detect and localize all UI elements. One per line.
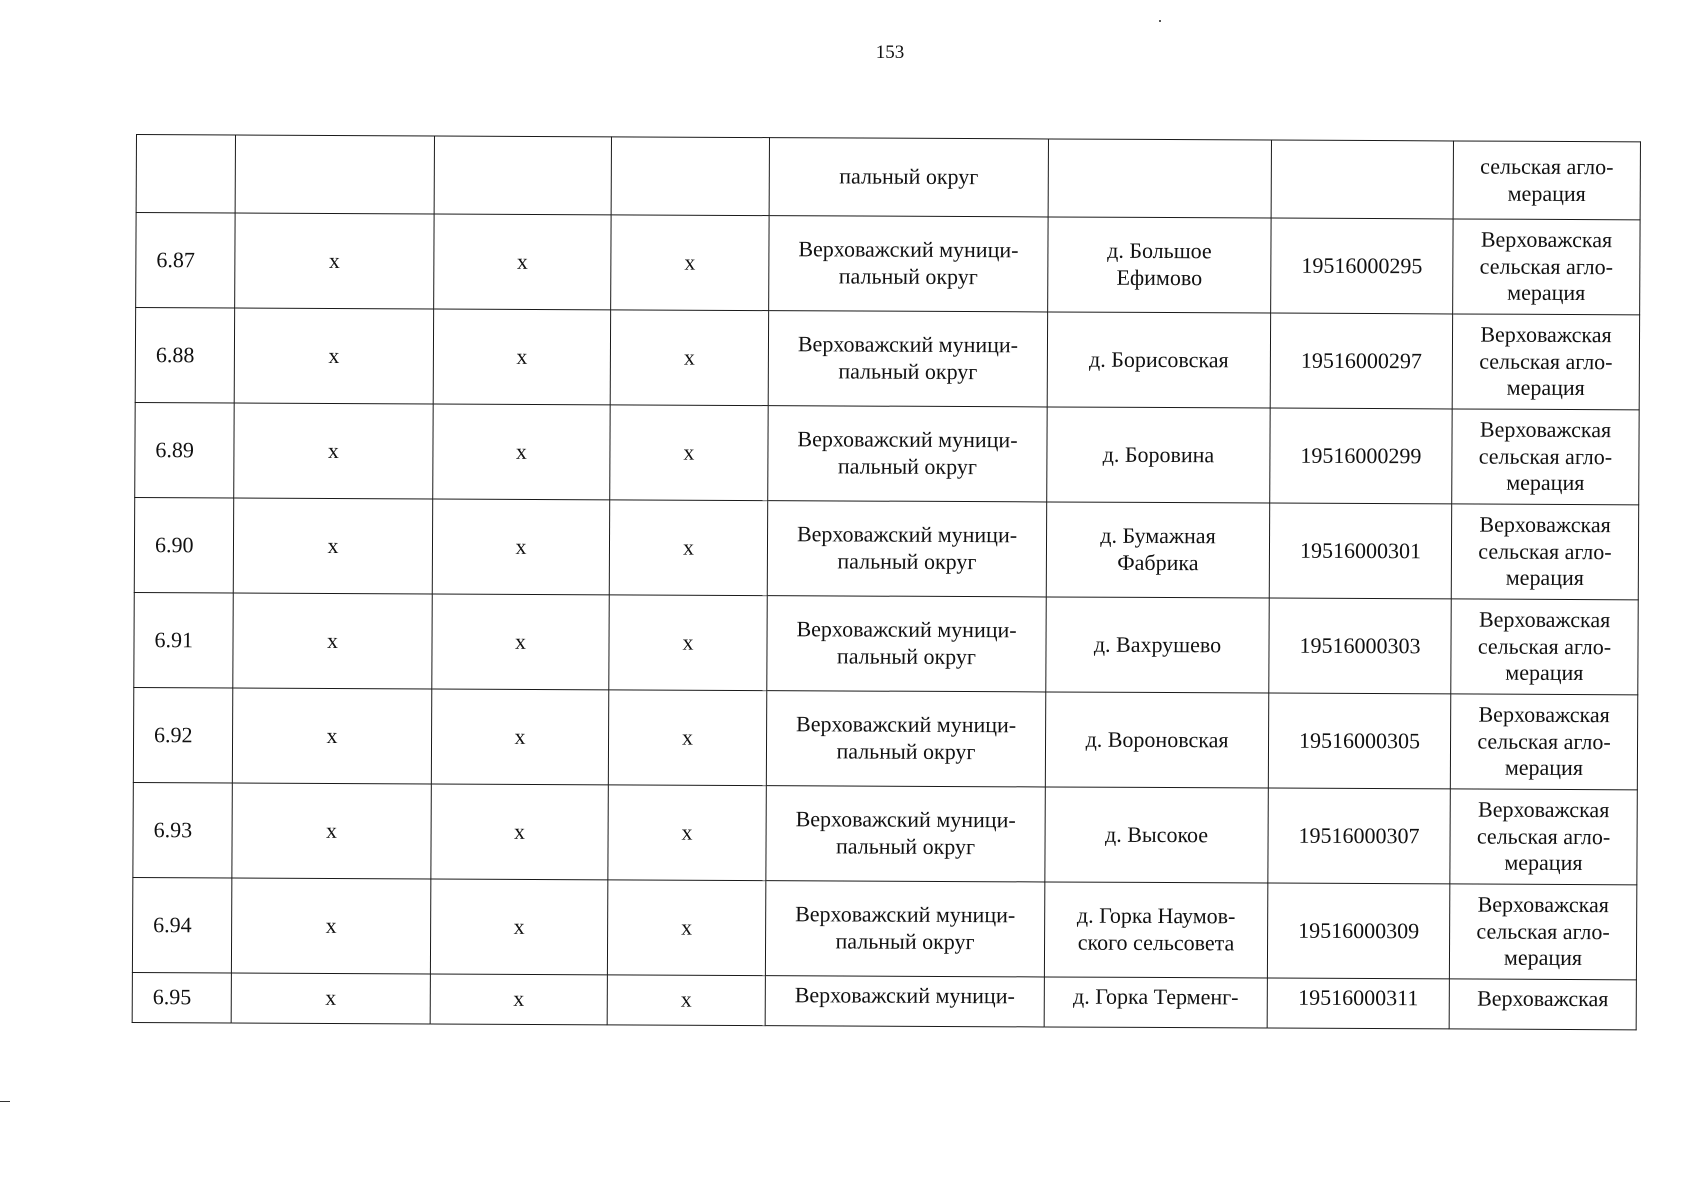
table-body [132, 135, 1640, 1030]
table-row [133, 782, 1637, 884]
mark-cell: x [431, 784, 608, 880]
mark-cell: x [233, 498, 432, 594]
municipality-cell: Верховажский муници- пальный округ [766, 786, 1045, 882]
agglomeration-cell: Верховажская сельская агло- мерация [1453, 219, 1640, 315]
settlement-cell: д. Вахрушево [1046, 597, 1269, 693]
mark-cell: x [231, 973, 430, 1024]
mark-cell: x [434, 214, 611, 310]
oktmo-code-cell: 19516000299 [1270, 408, 1452, 504]
table-row [135, 402, 1639, 504]
mark-cell: x [608, 690, 766, 786]
agglomeration-cell: Верховажская сельская агло- мерация [1451, 599, 1638, 695]
agglomeration-cell: Верховажская сельская агло- мерация [1451, 504, 1638, 600]
agglomeration-cell: Верховажская [1449, 979, 1636, 1030]
mark-cell: x [433, 404, 610, 500]
mark-cell: x [232, 688, 431, 784]
mark-cell: x [610, 310, 768, 406]
row-number-cell [136, 135, 235, 213]
settlement-registry-table [132, 134, 1641, 1030]
settlement-cell: д. Вороновская [1045, 692, 1268, 788]
row-number-cell: 6.95 [132, 972, 231, 1022]
row-number-cell: 6.87 [136, 213, 235, 308]
table-row [136, 213, 1640, 315]
table-row [133, 687, 1637, 789]
mark-cell: x [432, 594, 609, 690]
mark-cell: x [234, 308, 433, 404]
table-row [135, 308, 1639, 410]
mark-cell: x [607, 880, 765, 976]
municipality-cell: Верховажский муници- пальный округ [767, 501, 1046, 597]
mark-cell: x [233, 593, 432, 689]
mark-cell: x [611, 215, 769, 311]
mark-cell: x [235, 213, 434, 309]
municipality-cell: Верховажский муници- пальный округ [767, 596, 1046, 692]
mark-cell: x [610, 405, 768, 501]
mark-cell: x [430, 879, 607, 975]
mark-cell [434, 136, 611, 215]
mark-cell: x [607, 975, 765, 1026]
mark-cell [611, 137, 769, 216]
row-number-cell: 6.93 [133, 782, 232, 877]
settlement-cell [1048, 139, 1271, 218]
row-number-cell: 6.92 [133, 687, 232, 782]
municipality-cell: Верховажский муници- пальный округ [768, 311, 1047, 407]
oktmo-code-cell: 19516000309 [1267, 883, 1449, 979]
row-number-cell: 6.90 [134, 497, 233, 592]
row-number-cell: 6.91 [134, 592, 233, 687]
table-row-continuation [136, 135, 1640, 220]
settlement-cell: д. Горка Терменг- [1044, 977, 1267, 1028]
table-row [134, 497, 1638, 599]
oktmo-code-cell: 19516000303 [1269, 598, 1451, 694]
row-number-cell: 6.94 [132, 877, 231, 972]
mark-cell: x [430, 974, 607, 1025]
oktmo-code-cell: 19516000305 [1268, 693, 1450, 789]
oktmo-code-cell: 19516000307 [1268, 788, 1450, 884]
settlement-cell: д. Борисовская [1047, 312, 1270, 408]
page-number: 153 [875, 42, 905, 63]
settlement-cell: д. Горка Наумов- ского сельсовета [1044, 882, 1267, 978]
settlement-cell: д. Большое Ефимово [1048, 217, 1271, 313]
mark-cell: x [608, 785, 766, 881]
mark-cell: x [609, 595, 767, 691]
municipality-cell: Верховажский муници- пальный округ [766, 691, 1045, 787]
agglomeration-cell: Верховажская сельская агло- мерация [1450, 789, 1637, 885]
oktmo-code-cell: 19516000311 [1267, 978, 1449, 1029]
municipality-cell: пальный округ [769, 138, 1048, 217]
scan-speck [1159, 20, 1161, 22]
row-number-cell: 6.89 [135, 402, 234, 497]
margin-mark [0, 1101, 10, 1102]
table-row [132, 877, 1636, 979]
mark-cell: x [231, 878, 430, 974]
agglomeration-cell: Верховажская сельская агло- мерация [1452, 409, 1639, 505]
row-number-cell: 6.88 [135, 308, 234, 403]
municipality-cell: Верховажский муници- пальный округ [765, 881, 1044, 977]
table-row-truncated [132, 972, 1636, 1029]
agglomeration-cell: Верховажская сельская агло- мерация [1452, 314, 1639, 410]
mark-cell: x [433, 309, 610, 405]
mark-cell: x [431, 689, 608, 785]
settlement-cell: д. Бумажная Фабрика [1046, 502, 1269, 598]
oktmo-code-cell: 19516000301 [1269, 503, 1451, 599]
agglomeration-cell: Верховажская сельская агло- мерация [1450, 694, 1637, 790]
settlement-cell: д. Боровина [1047, 407, 1270, 503]
municipality-cell: Верховажский муници- [765, 976, 1044, 1027]
oktmo-code-cell: 19516000295 [1271, 218, 1453, 314]
oktmo-code-cell: 19516000297 [1270, 313, 1452, 409]
mark-cell: x [609, 500, 767, 596]
municipality-cell: Верховажский муници- пальный округ [769, 216, 1048, 312]
agglomeration-cell: Верховажская сельская агло- мерация [1449, 884, 1636, 980]
mark-cell [235, 135, 434, 214]
oktmo-code-cell [1271, 140, 1453, 219]
mark-cell: x [232, 783, 431, 879]
municipality-cell: Верховажский муници- пальный округ [768, 406, 1047, 502]
agglomeration-cell: сельская агло- мерация [1453, 141, 1640, 220]
mark-cell: x [234, 403, 433, 499]
settlement-cell: д. Высокое [1045, 787, 1268, 883]
mark-cell: x [432, 499, 609, 595]
table-row [134, 592, 1638, 694]
